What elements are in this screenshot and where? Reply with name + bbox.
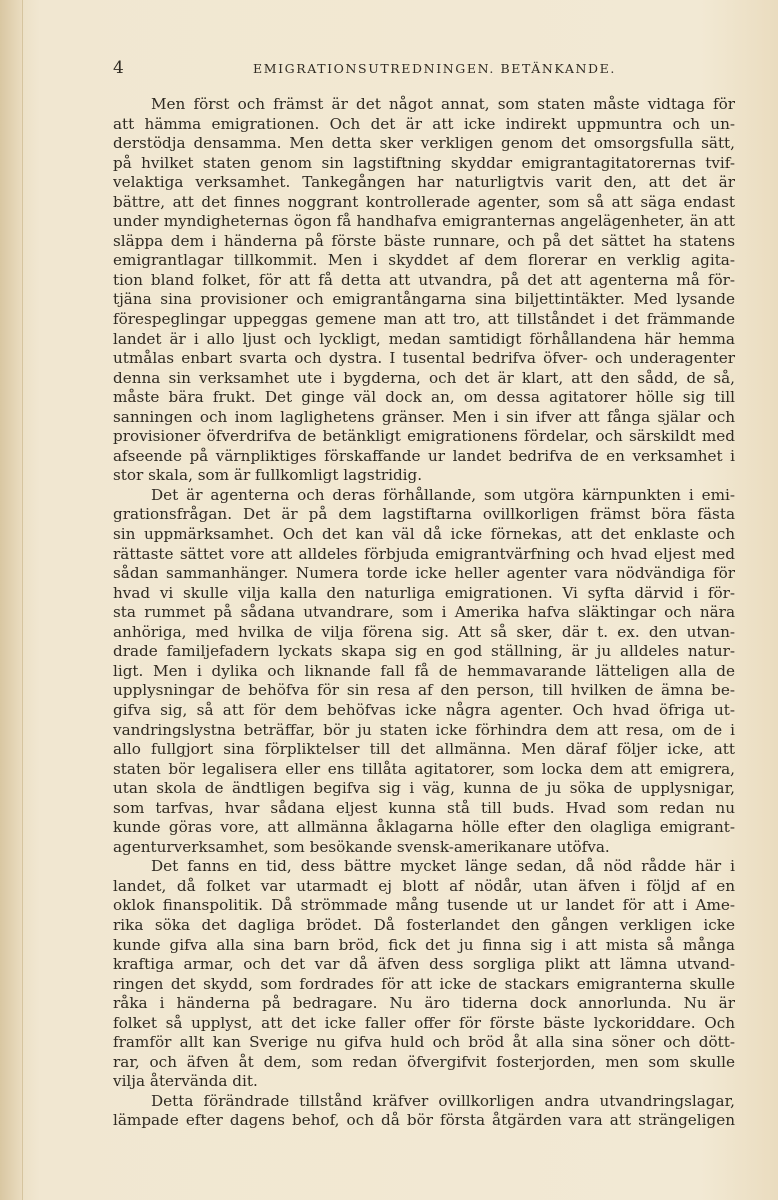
text-line: grationsfrågan. Det är på dem lagstiftarna ovillkorligen främst böra fästa [113, 505, 735, 524]
text-line: framför allt kan Sverige nu gifva huld och bröd åt alla sina söner och dött- [113, 1033, 735, 1052]
page-header [113, 58, 733, 80]
text-line: upplysningar de behöfva för sin resa af den person, till hvilken de ämna be- [113, 681, 735, 700]
text-line: tjäna sina provisioner och emigrantångarna sina biljettintäkter. Med lysande [113, 290, 735, 309]
text-line: sanningen och inom laglighetens gränser. Men i sin ifver att fånga själar och [113, 407, 735, 426]
text-line: bättre, att det finnes noggrant kontrollerade agenter, som så att säga endast [113, 192, 735, 211]
text-line: kraftiga armar, och det var då äfven dess sorgliga plikt att lämna utvand- [113, 955, 735, 974]
text-line: landet, då folket var utarmadt ej blott af nödår, utan äfven i följd af en [113, 876, 735, 895]
page-binding-edge [0, 0, 23, 1200]
text-line: emigrantlagar tillkommit. Men i skyddet af dem florerar en verklig agita- [113, 251, 735, 270]
text-line: rättaste sättet vore att alldeles förbjuda emigrantvärfning och hvad eljest med [113, 544, 735, 563]
text-line: agenturverksamhet, som besökande svensk-amerikanare utöfva. [113, 837, 610, 856]
text-line: sådan sammanhänger. Numera torde icke heller agenter vara nödvändiga för [113, 564, 735, 583]
text-line: vandringslystna beträffar, bör ju staten icke förhindra dem att resa, om de i [113, 720, 735, 739]
text-line: släppa dem i händerna på förste bäste runnare, och på det sättet ha statens [113, 231, 735, 250]
text-line: anhöriga, med hvilka de vilja förena sig. Att så sker, där t. ex. den utvan- [113, 622, 735, 641]
text-line: denna sin verksamhet ute i bygderna, och det är klart, att den sådd, de så, [113, 368, 735, 387]
text-line: Men först och främst är det något annat, som staten måste vidtaga för [151, 95, 735, 113]
page-number: 4 [113, 58, 125, 78]
text-line: ringen det skydd, som fordrades för att icke de stackars emigranterna skulle [113, 974, 735, 993]
text-line: afseende på värnpliktiges förskaffande ur landet bedrifva de en verksamhet i [113, 446, 735, 465]
running-head: EMIGRATIONSUTREDNINGEN. BETÄNKANDE. [253, 61, 616, 76]
text-line: velaktiga verksamhet. Tankegången har naturligtvis varit den, att det är [113, 173, 735, 192]
text-line: rika söka det dagliga brödet. Då fosterlandet den gången verkligen icke [113, 915, 735, 934]
text-line: under myndigheternas ögon få handhafva emigranternas angelägenheter, än att [113, 212, 735, 231]
text-line: allo fullgjort sina förpliktelser till det allmänna. Men däraf följer icke, att [113, 740, 735, 759]
text-line: utan skola de ändtligen begifva sig i väg, kunna de ju söka de upplysnigar, [113, 779, 735, 798]
text-line: rar, och äfven åt dem, som redan öfvergifvit fosterjorden, men som skulle [113, 1052, 735, 1071]
text-line: Det är agenterna och deras förhållande, som utgöra kärnpunkten i emi- [151, 485, 735, 504]
text-line: vilja återvända dit. [113, 1072, 258, 1091]
text-line: Detta förändrade tillstånd kräfver ovillkorligen andra utvandringslagar, [151, 1091, 735, 1110]
text-line: utmålas enbart svarta och dystra. I tusental bedrifva öfver- och underagenter [113, 349, 735, 368]
body-text [113, 95, 735, 1131]
text-line: stor skala, som är fullkomligt lagstridig. [113, 466, 423, 485]
text-line: tion bland folket, för att få detta att utvandra, på det att agenterna må för- [113, 270, 735, 289]
text-line: staten bör legalisera eller ens tillåta agitatorer, som locka dem att emigrera, [113, 759, 735, 778]
text-line: måste bära frukt. Det ginge väl dock an, om dessa agitatorer hölle sig till [113, 388, 735, 407]
text-line: sta rummet på sådana utvandrare, som i Amerika hafva släktingar och nära [113, 603, 735, 622]
text-line: kunde göras vore, att allmänna åklagarna hölle efter den olagliga emigrant- [113, 818, 735, 837]
text-line: derstödja densamma. Men detta sker verkligen genom det omsorgsfulla sätt, [113, 134, 735, 153]
text-line: landet är i allo ljust och lyckligt, medan samtidigt förhållandena här hemma [113, 329, 735, 348]
text-line: förespeglingar uppeggas gemene man att tro, att tillståndet i det främmande [113, 310, 735, 329]
text-line: folket så upplyst, att det icke faller offer för förste bäste lyckoriddare. Och [113, 1013, 735, 1032]
text-line: som tarfvas, hvar sådana eljest kunna stå till buds. Hvad som redan nu [113, 798, 735, 817]
text-line: ligt. Men i dylika och liknande fall få de hemmavarande lätteligen alla de [113, 661, 735, 680]
text-line: drade familjefadern lyckats skapa sig en god ställning, är ju alldeles natur- [113, 642, 735, 661]
text-line: provisioner öfverdrifva de betänkligt emigrationens fördelar, och särskildt med [113, 427, 735, 446]
text-line: lämpade efter dagens behof, och då bör första åtgärden vara att strängeligen [113, 1111, 735, 1130]
text-line: råka i händerna på bedragare. Nu äro tiderna dock annorlunda. Nu är [113, 994, 735, 1013]
text-line: Det fanns en tid, dess bättre mycket länge sedan, då nöd rådde här i [151, 857, 735, 876]
text-line: på hvilket staten genom sin lagstiftning skyddar emigrantagitatorernas tvif- [113, 153, 735, 172]
text-line: att hämma emigrationen. Och det är att icke indirekt uppmuntra och un- [113, 114, 735, 133]
text-line: sin uppmärksamhet. Och det kan väl då icke förnekas, att det enklaste och [113, 525, 735, 544]
text-line: oklok finanspolitik. Då strömmade mång tusende ut ur landet för att i Ame- [113, 896, 735, 915]
text-line: gifva sig, så att för dem behöfvas icke några agenter. Och hvad öfriga ut- [113, 700, 735, 719]
text-line: kunde gifva alla sina barn bröd, fick det ju finna sig i att mista så många [113, 935, 735, 954]
text-line: hvad vi skulle vilja kalla den naturliga emigrationen. Vi syfta därvid i för- [113, 583, 735, 602]
